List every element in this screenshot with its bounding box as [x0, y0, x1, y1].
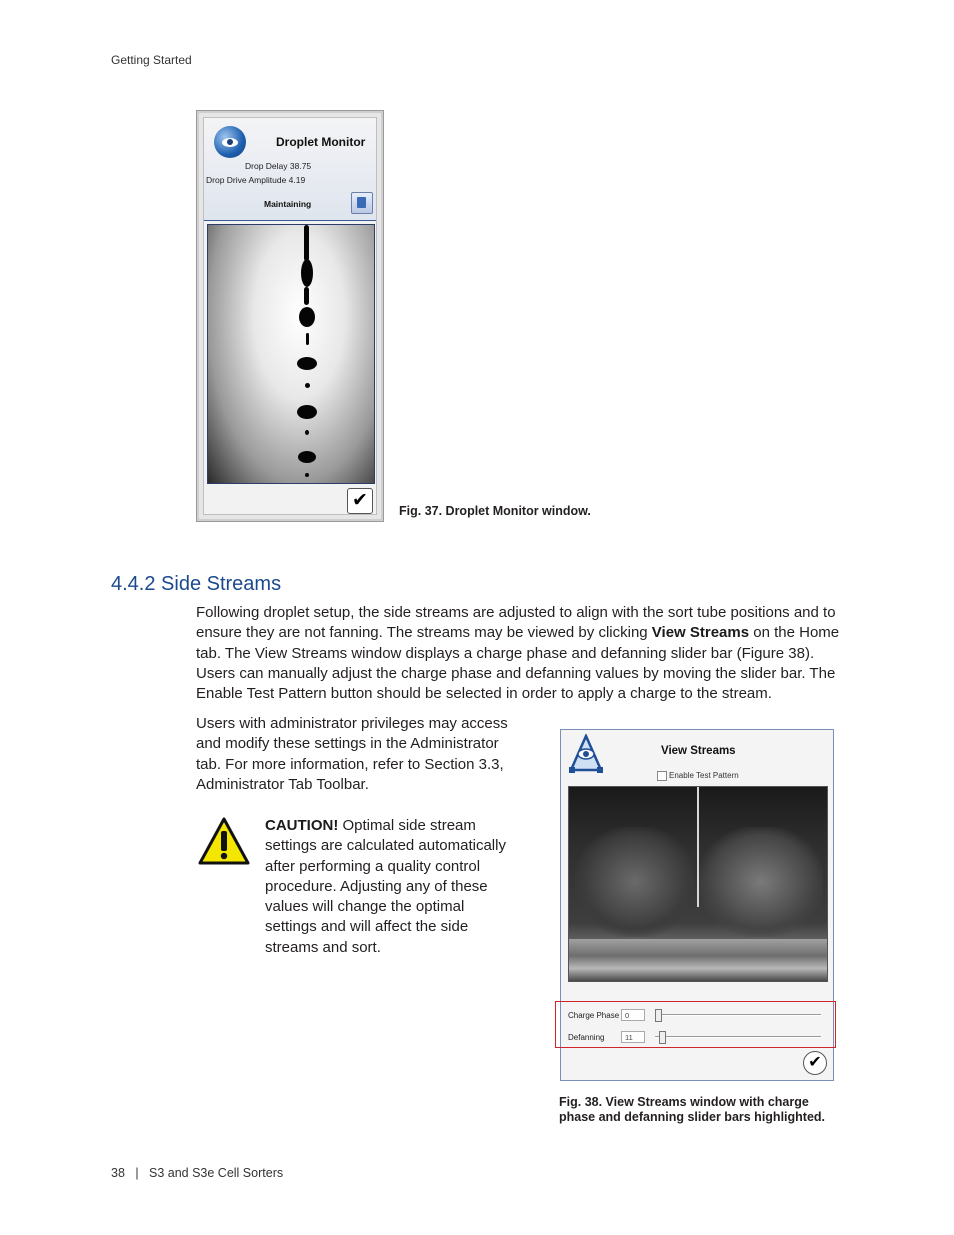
- view-streams-title: View Streams: [661, 745, 736, 757]
- product-name: S3 and S3e Cell Sorters: [149, 1166, 284, 1180]
- caution-warning-icon: [198, 817, 250, 865]
- page-number: 38: [111, 1166, 125, 1180]
- drop-drive-amplitude-readout: Drop Drive Amplitude 4.19: [206, 175, 306, 185]
- logo-icon: [567, 734, 605, 774]
- status-text: Maintaining: [264, 199, 312, 209]
- defanning-label: Defanning: [568, 1033, 605, 1042]
- enable-test-pattern-checkbox[interactable]: [657, 771, 667, 781]
- enable-test-pattern-label: Enable Test Pattern: [669, 771, 739, 780]
- ok-checkmark-button[interactable]: ✔: [803, 1051, 827, 1075]
- defanning-input[interactable]: 11: [621, 1031, 645, 1043]
- drop-delay-readout: Drop Delay 38.75: [245, 161, 312, 171]
- droplet-monitor-window: [196, 110, 384, 522]
- caution-paragraph: CAUTION! Optimal side stream settings are calculated automatically after performing a quality control procedure. Adjusting any of these values will change the optimal settings and will affect the side streams and sort.: [265, 817, 506, 956]
- figure-37-caption: Fig. 37. Droplet Monitor window.: [399, 504, 591, 518]
- droplet-monitor-header: [204, 118, 376, 221]
- droplet-monitor-title: Droplet Monitor: [276, 135, 366, 149]
- section-paragraph-1: Following droplet setup, the side streams are adjusted to align with the sort tube positions and to ensure they are not fanning. The streams may be viewed by clicking View Streams on the Home tab. The View Streams window displays a charge phase and defanning slider bar (Figure 38). Users can manually adjust the charge phase and defanning values by moving the slider bar. The Enable Test Pattern button should be selected in order to apply a charge to the stream.: [196, 604, 840, 703]
- running-head: Getting Started: [111, 53, 192, 67]
- figure-38-caption: Fig. 38. View Streams window with charge phase and defanning slider bars highlighted.: [559, 1095, 826, 1124]
- page-footer: 38 | S3 and S3e Cell Sorters: [111, 1166, 284, 1180]
- caution-label: CAUTION!: [265, 817, 339, 834]
- charge-phase-input[interactable]: 0: [621, 1009, 645, 1021]
- stream-camera-view: [568, 786, 828, 982]
- section-heading: 4.4.2 Side Streams: [111, 573, 282, 595]
- eye-logo-icon: [214, 126, 246, 158]
- charge-phase-label: Charge Phase: [568, 1011, 620, 1020]
- droplet-camera-view: [207, 224, 375, 484]
- section-paragraph-2: Users with administrator privileges may access and modify these settings in the Administrator tab. For more information, refer to Section 3.3, Administrator Tab Toolbar.: [196, 715, 508, 793]
- ok-checkmark-button[interactable]: ✔: [347, 488, 373, 514]
- view-streams-term: View Streams: [651, 624, 750, 642]
- slider-highlight-box: [555, 1001, 836, 1048]
- calculator-icon[interactable]: [351, 192, 373, 214]
